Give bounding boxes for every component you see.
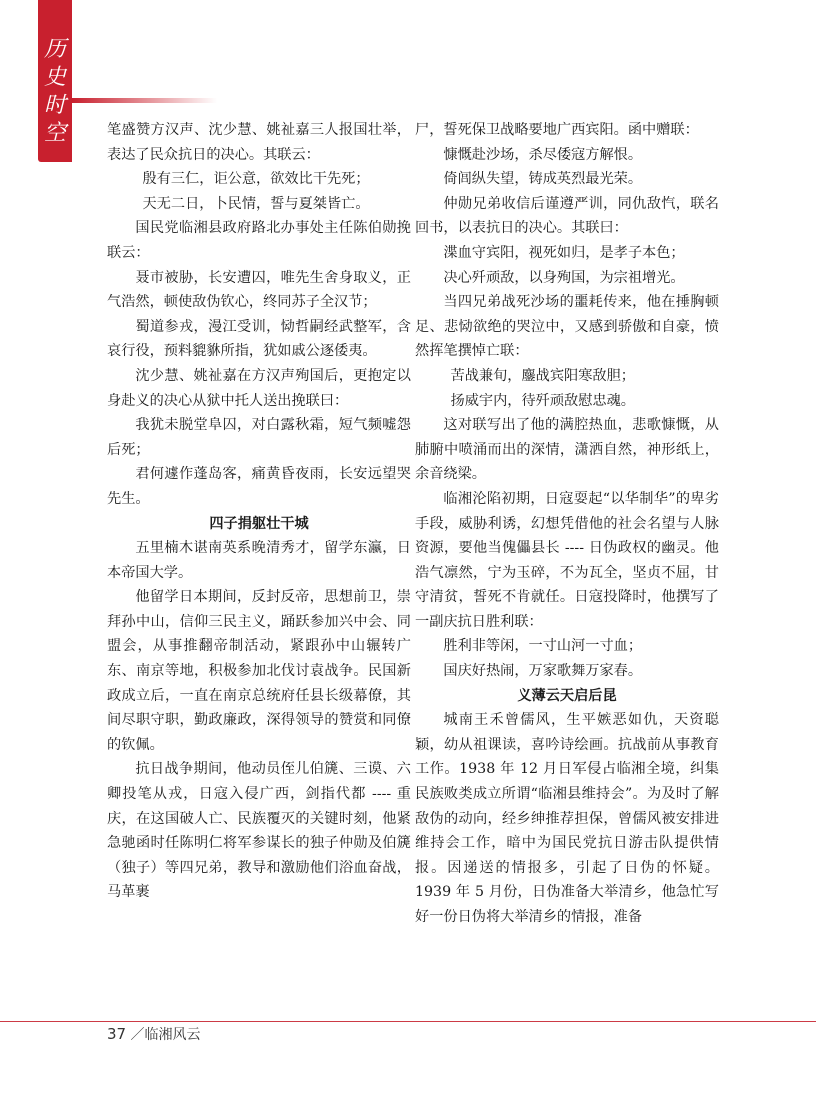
paragraph: 当四兄弟战死沙场的噩耗传来，他在捶胸顿足、悲恸欲绝的哭泣中，又感到骄傲和自豪，愤然挥笔撰悼亡联： xyxy=(415,294,719,360)
paragraph: 这对联写出了他的满腔热血，悲歌慷慨，从肺腑中喷涌而出的深情，潇洒自然，神形纸上，余音绕梁。 xyxy=(415,417,719,483)
paragraph: 五里楠木谌南英系晚清秀才，留学东瀛，日本帝国大学。 xyxy=(107,540,411,581)
footer-separator: ／ xyxy=(130,1027,145,1043)
section-tab-char: 历 xyxy=(43,37,66,62)
paragraph: 尸，誓死保卫战略要地广西宾阳。函中赠联： xyxy=(415,122,699,138)
paragraph: 临湘沦陷初期，日寇耍起“以华制华”的卑劣手段，威胁利诱，幻想凭借他的社会名望与人脉资源，要他当傀儡县长 ---- 日伪政权的幽灵。他浩气凛然，宁为玉碎，不为瓦全，坚贞不屈，甘守清贫，誓死不肯就任。日寇投降时，他撰写了一副庆抗日胜利联： xyxy=(415,490,719,630)
page-number: 37 xyxy=(107,1025,127,1043)
couplet-line: 胜利非等闲，一寸山河一寸血； xyxy=(443,638,643,655)
paragraph: 蜀道参戎，漫江受训，恸哲嗣经武整军，含哀行役，预料貔貅所指，犹如戚公逐倭夷。 xyxy=(107,318,411,360)
paragraph: 沈少慧、姚祉嘉在方汉声殉国后，更抱定以身赴义的决心从狱中托人送出挽联曰： xyxy=(107,367,411,409)
right-column xyxy=(415,118,719,930)
paragraph: 聂市被胁，长安遭囚，唯先生舍身取义，正气浩然，顿使敌伪钦心，终同苏子全汉节； xyxy=(107,269,411,311)
footer-rule xyxy=(0,1021,816,1022)
couplet-line: 国庆好热闹，万家歌舞万家春。 xyxy=(443,663,643,680)
paragraph: 笔盛赞方汉声、沈少慧、姚祉嘉三人报国壮举，表达了民众抗日的决心。其联云： xyxy=(107,122,411,163)
section-tab-char: 史 xyxy=(43,65,66,90)
paragraph: 国民党临湘县政府路北办事处主任陈伯勋挽联云： xyxy=(107,220,411,261)
couplet-line: 慷慨赴沙场，杀尽倭寇方解恨。 xyxy=(443,146,643,163)
couplet-line: 决心歼顽敌，以身殉国，为宗祖增光。 xyxy=(443,269,685,286)
couplet-line: 倚闾纵失望，铸成英烈最光荣。 xyxy=(443,171,643,188)
couplet-line: 苦战兼旬，鏖战宾阳寒敌胆； xyxy=(450,367,635,384)
section-heading: 义薄云天启后昆 xyxy=(517,687,617,704)
paragraph: 城南王禾曾儒风，生平嫉恶如仇，天资聪颖，幼从祖课读，喜吟诗绘画。抗战前从事教育工作。1938 年 12 月日军侵占临湘全境，纠集民族败类成立所谓“临湘县维持会”。为及时了解敌伪的动向，经乡绅推荐担保，曾儒风被安排进维持会工作，暗中为国民党抗日游击队提供情报。因递送的情报多，引起了日伪的怀疑。1939 年 5 月份，日伪准备大举清乡，他急忙写好一份日伪将大举清乡的情报，准备 xyxy=(415,712,719,925)
section-tab xyxy=(38,0,72,162)
paragraph: 抗日战争期间，他动员侄儿伯篪、三谟、六卿投笔从戎，日寇入侵广西，剑指代都 ---- 重庆，在这国破人亡、民族覆灭的关键时刻，他紧急驰函时任陈明仁将军参谋长的独子仲勋及伯篪（独子）等四兄弟，教导和激励他们浴血奋战，马革裹 xyxy=(107,761,411,901)
journal-name: 临湘风云 xyxy=(144,1027,201,1043)
section-heading: 四子捐躯壮干城 xyxy=(209,515,309,532)
couplet-line: 殷有三仁，讵公意，欲效比干先死； xyxy=(142,171,370,188)
couplet-line: 天无二日，卜民情，誓与夏桀皆亡。 xyxy=(142,195,370,212)
section-tab-char: 时 xyxy=(43,93,66,118)
couplet-line: 渫血守宾阳，视死如归，是孝子本色； xyxy=(443,244,685,261)
header-rule xyxy=(72,98,217,103)
paragraph: 君何遽作蓬岛客，痛黄昏夜雨，长安远望哭先生。 xyxy=(107,466,411,507)
section-tab-char: 空 xyxy=(43,121,66,146)
paragraph: 他留学日本期间，反封反帝，思想前卫，崇拜孙中山，信仰三民主义，踊跃参加兴中会、同盟会，从事推翻帝制活动，紧跟孙中山辗转广东、南京等地，积极参加北伐讨袁战争。民国新政成立后，一直在南京总统府任县长级幕僚，其间尽职守职，勤政廉政，深得领导的赞赏和同僚的钦佩。 xyxy=(107,589,411,753)
paragraph: 仲勋兄弟收信后谨遵严训，同仇敌忾，联名回书，以表抗日的决心。其联曰： xyxy=(415,195,719,237)
couplet-line: 扬威宇内，待歼顽敌慰忠魂。 xyxy=(450,392,635,409)
paragraph: 我犹未脱堂阜囚，对白露秋霜，短气频嘘怨后死； xyxy=(107,417,411,458)
left-column xyxy=(107,118,411,905)
page-footer xyxy=(107,1024,201,1045)
